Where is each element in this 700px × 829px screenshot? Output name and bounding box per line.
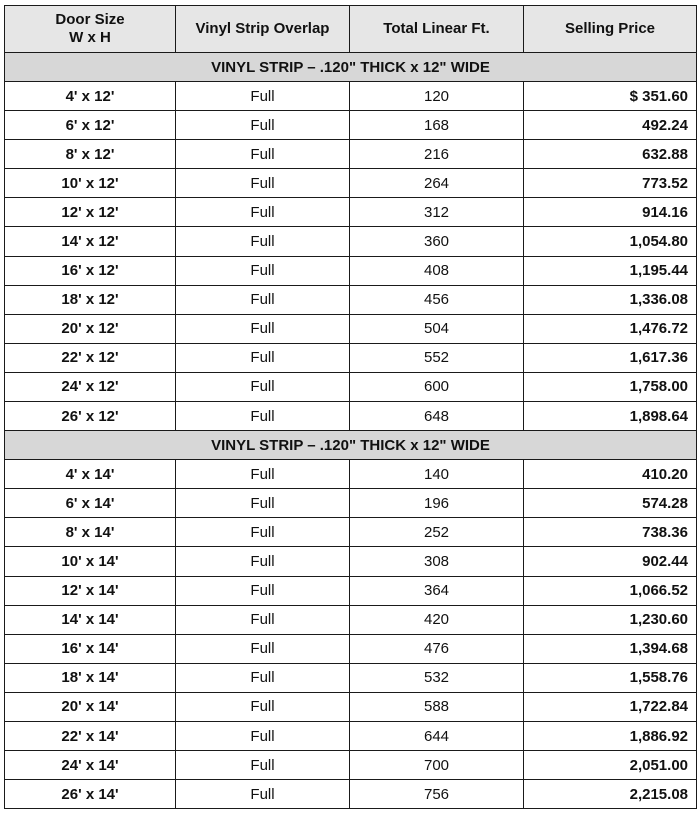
door-size-cell: 16' x 14' xyxy=(5,634,176,663)
overlap-cell: Full xyxy=(176,372,350,401)
price-cell: 1,617.36 xyxy=(524,343,697,372)
door-size-cell: 12' x 14' xyxy=(5,576,176,605)
overlap-cell: Full xyxy=(176,343,350,372)
linear-ft-cell: 600 xyxy=(350,372,524,401)
price-cell: 1,758.00 xyxy=(524,372,697,401)
table-row xyxy=(5,780,697,809)
table-row xyxy=(5,343,697,372)
door-size-cell: 26' x 12' xyxy=(5,402,176,431)
door-size-cell: 4' x 12' xyxy=(5,82,176,111)
door-size-cell: 26' x 14' xyxy=(5,780,176,809)
price-cell: 1,476.72 xyxy=(524,314,697,343)
door-size-cell: 20' x 14' xyxy=(5,692,176,721)
table-row xyxy=(5,460,697,489)
overlap-cell: Full xyxy=(176,285,350,314)
overlap-cell: Full xyxy=(176,198,350,227)
price-cell: 574.28 xyxy=(524,489,697,518)
door-size-cell: 10' x 12' xyxy=(5,169,176,198)
table-row xyxy=(5,82,697,111)
overlap-cell: Full xyxy=(176,692,350,721)
overlap-cell: Full xyxy=(176,256,350,285)
table-row xyxy=(5,140,697,169)
linear-ft-cell: 196 xyxy=(350,489,524,518)
price-cell: 1,066.52 xyxy=(524,576,697,605)
price-cell: 1,558.76 xyxy=(524,663,697,692)
price-cell: 902.44 xyxy=(524,547,697,576)
overlap-cell: Full xyxy=(176,605,350,634)
table-row xyxy=(5,314,697,343)
price-cell: 1,195.44 xyxy=(524,256,697,285)
table-row xyxy=(5,111,697,140)
linear-ft-cell: 648 xyxy=(350,402,524,431)
table-row xyxy=(5,751,697,780)
linear-ft-cell: 360 xyxy=(350,227,524,256)
linear-ft-cell: 264 xyxy=(350,169,524,198)
overlap-cell: Full xyxy=(176,780,350,809)
door-size-cell: 24' x 12' xyxy=(5,372,176,401)
linear-ft-cell: 588 xyxy=(350,692,524,721)
overlap-cell: Full xyxy=(176,460,350,489)
price-cell: 632.88 xyxy=(524,140,697,169)
linear-ft-cell: 552 xyxy=(350,343,524,372)
linear-ft-cell: 120 xyxy=(350,82,524,111)
table-row xyxy=(5,605,697,634)
section-title: VINYL STRIP – .120" THICK x 12" WIDE xyxy=(5,53,697,82)
linear-ft-cell: 700 xyxy=(350,751,524,780)
table-row xyxy=(5,547,697,576)
price-cell: 1,336.08 xyxy=(524,285,697,314)
price-cell: 2,215.08 xyxy=(524,780,697,809)
overlap-cell: Full xyxy=(176,111,350,140)
linear-ft-cell: 456 xyxy=(350,285,524,314)
door-size-cell: 6' x 12' xyxy=(5,111,176,140)
linear-ft-cell: 216 xyxy=(350,140,524,169)
table-row xyxy=(5,372,697,401)
door-size-cell: 20' x 12' xyxy=(5,314,176,343)
linear-ft-cell: 364 xyxy=(350,576,524,605)
overlap-cell: Full xyxy=(176,518,350,547)
header-row xyxy=(5,6,697,53)
linear-ft-cell: 644 xyxy=(350,721,524,750)
overlap-cell: Full xyxy=(176,169,350,198)
overlap-cell: Full xyxy=(176,82,350,111)
price-cell: 1,886.92 xyxy=(524,721,697,750)
header-overlap: Vinyl Strip Overlap xyxy=(176,6,350,53)
overlap-cell: Full xyxy=(176,227,350,256)
table-row xyxy=(5,518,697,547)
door-size-cell: 18' x 12' xyxy=(5,285,176,314)
header-door-size-line2: W x H xyxy=(69,29,111,46)
overlap-cell: Full xyxy=(176,751,350,780)
table-row xyxy=(5,402,697,431)
table-row xyxy=(5,227,697,256)
overlap-cell: Full xyxy=(176,140,350,169)
overlap-cell: Full xyxy=(176,663,350,692)
linear-ft-cell: 476 xyxy=(350,634,524,663)
price-cell: 773.52 xyxy=(524,169,697,198)
price-cell: 410.20 xyxy=(524,460,697,489)
table-body xyxy=(5,53,697,809)
section-header-row xyxy=(5,431,697,460)
door-size-cell: 14' x 14' xyxy=(5,605,176,634)
header-price: Selling Price xyxy=(524,6,697,53)
table-row xyxy=(5,198,697,227)
overlap-cell: Full xyxy=(176,547,350,576)
price-cell: 492.24 xyxy=(524,111,697,140)
linear-ft-cell: 420 xyxy=(350,605,524,634)
door-size-cell: 14' x 12' xyxy=(5,227,176,256)
table-row xyxy=(5,634,697,663)
linear-ft-cell: 408 xyxy=(350,256,524,285)
table-row xyxy=(5,576,697,605)
door-size-cell: 10' x 14' xyxy=(5,547,176,576)
price-cell: 2,051.00 xyxy=(524,751,697,780)
price-cell: 1,054.80 xyxy=(524,227,697,256)
door-size-cell: 18' x 14' xyxy=(5,663,176,692)
door-size-cell: 24' x 14' xyxy=(5,751,176,780)
linear-ft-cell: 312 xyxy=(350,198,524,227)
header-door-size xyxy=(5,6,176,53)
table-row xyxy=(5,489,697,518)
price-cell: 1,394.68 xyxy=(524,634,697,663)
linear-ft-cell: 252 xyxy=(350,518,524,547)
door-size-cell: 8' x 12' xyxy=(5,140,176,169)
header-linear-ft: Total Linear Ft. xyxy=(350,6,524,53)
price-cell: 1,230.60 xyxy=(524,605,697,634)
price-cell: 1,898.64 xyxy=(524,402,697,431)
table-header xyxy=(5,6,697,53)
door-size-cell: 8' x 14' xyxy=(5,518,176,547)
linear-ft-cell: 756 xyxy=(350,780,524,809)
table-row xyxy=(5,256,697,285)
overlap-cell: Full xyxy=(176,489,350,518)
price-cell: 1,722.84 xyxy=(524,692,697,721)
linear-ft-cell: 168 xyxy=(350,111,524,140)
section-title: VINYL STRIP – .120" THICK x 12" WIDE xyxy=(5,431,697,460)
linear-ft-cell: 140 xyxy=(350,460,524,489)
section-header-row xyxy=(5,53,697,82)
table-row xyxy=(5,169,697,198)
header-door-size-line1: Door Size xyxy=(55,11,125,28)
table-row xyxy=(5,721,697,750)
linear-ft-cell: 504 xyxy=(350,314,524,343)
linear-ft-cell: 308 xyxy=(350,547,524,576)
table-row xyxy=(5,285,697,314)
door-size-cell: 22' x 12' xyxy=(5,343,176,372)
door-size-cell: 6' x 14' xyxy=(5,489,176,518)
overlap-cell: Full xyxy=(176,576,350,605)
price-cell: $ 351.60 xyxy=(524,82,697,111)
door-size-cell: 4' x 14' xyxy=(5,460,176,489)
door-size-cell: 12' x 12' xyxy=(5,198,176,227)
price-table xyxy=(4,5,697,809)
table-row xyxy=(5,692,697,721)
price-cell: 914.16 xyxy=(524,198,697,227)
door-size-cell: 22' x 14' xyxy=(5,721,176,750)
overlap-cell: Full xyxy=(176,721,350,750)
overlap-cell: Full xyxy=(176,402,350,431)
overlap-cell: Full xyxy=(176,314,350,343)
table-row xyxy=(5,663,697,692)
linear-ft-cell: 532 xyxy=(350,663,524,692)
overlap-cell: Full xyxy=(176,634,350,663)
price-cell: 738.36 xyxy=(524,518,697,547)
door-size-cell: 16' x 12' xyxy=(5,256,176,285)
